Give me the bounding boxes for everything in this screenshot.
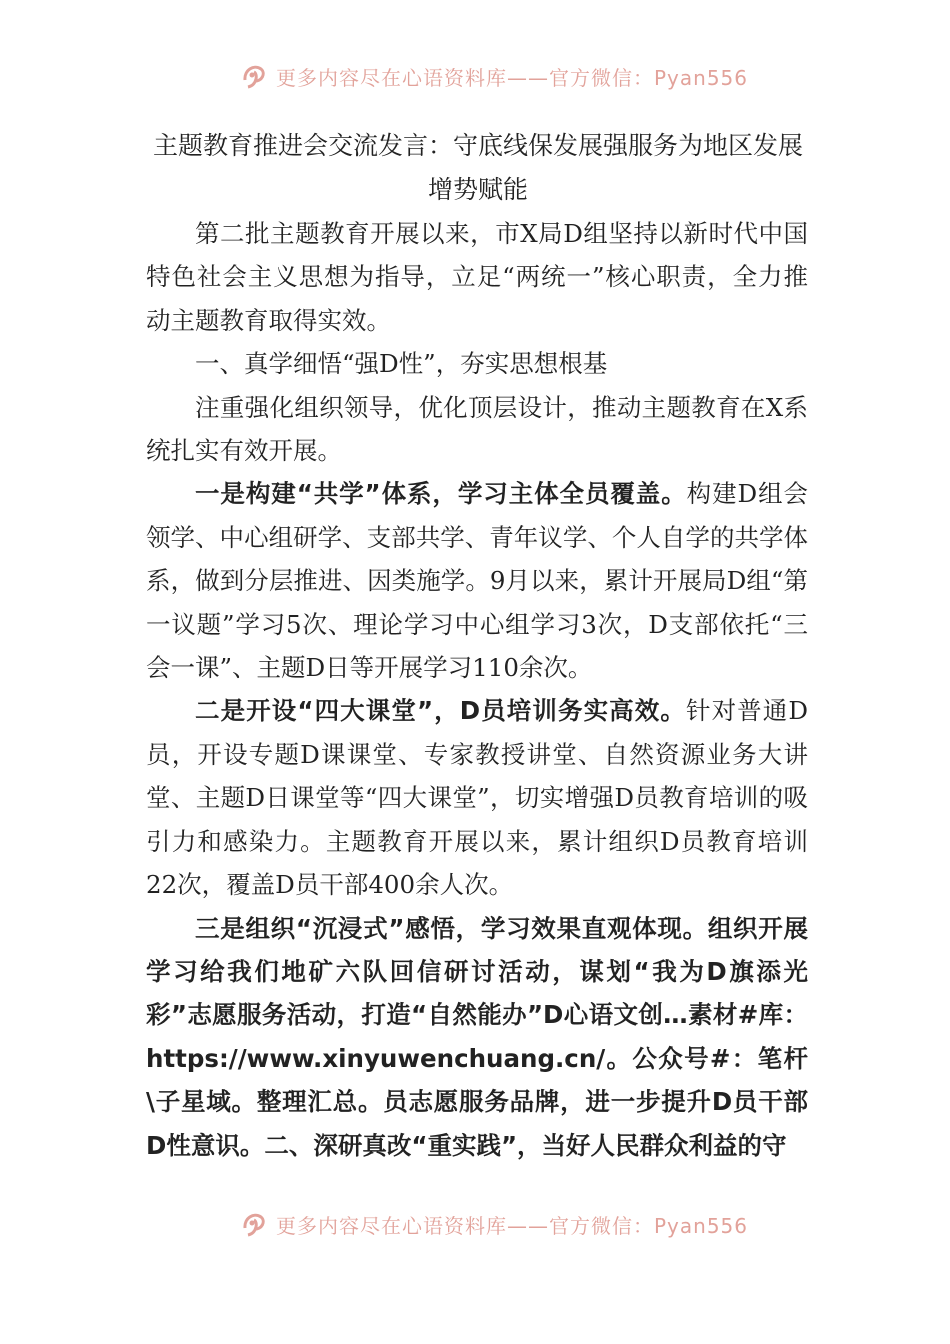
paragraph-sida-ketang-lead: 二是开设“四大课堂”，D员培训务实高效。 [195,696,686,726]
paragraph-gongxue [146,472,808,689]
section-heading: 一、真学细悟“强D性”，夯实思想根基 [195,349,608,379]
intro-paragraph: 第二批主题教育开展以来，市X局D组坚持以新时代中国特色社会主义思想为指导，立足“两统一”核心职责，全力推动主题教育取得实效。 [146,219,808,335]
paragraph-gongxue-lead: 一是构建“共学”体系，学习主体全员覆盖。 [195,479,687,509]
page-title: 主题教育推进会交流发言：守底线保发展强服务为地区发展增势赋能 [152,131,803,204]
document-body [146,212,808,1167]
watermark-text: 更多内容尽在心语资料库——官方微信：Pyan556 [276,1214,749,1238]
watermark-text: 更多内容尽在心语资料库——官方微信：Pyan556 [276,66,749,90]
watermark-bottom [0,1208,950,1238]
section-lead-paragraph: 注重强化组织领导，优化顶层设计，推动主题教育在X系统扎实有效开展。 [146,392,808,466]
paragraph-gongxue-text: 构建D组会领学、中心组研学、支部共学、青年议学、个人自学的共学体系，做到分层推进、因类施学。9月以来，累计开展局D组“第一议题”学习5次、理论学习中心组学习3次，D支部依托“三会一课”、主题D日等开展学习110余次。 [146,479,808,683]
watermark-top [0,60,950,90]
watermark-logo-icon [240,1208,270,1238]
paragraph-sida-ketang [146,689,808,906]
watermark-logo-icon [240,60,270,90]
paragraph-chenjinshi: 三是组织“沉浸式”感悟，学习效果直观体现。组织开展学习给我们地矿六队回信研讨活动，谋划“我为D旗添光彩”志愿服务活动，打造“自然能办”D心语文创…素材#库：https://www.xinyuwenchuang.cn/。公众号#：笔杆\子星域。整理汇总。员志愿服务品牌，进一步提升D员干部D性意识。二、深研真改“重实践”，当好人民群众利益的守 [146,913,808,1160]
paragraph-sida-ketang-text: 针对普通D员，开设专题D课课堂、专家教授讲堂、自然资源业务大讲堂、主题D日课堂等“四大课堂”，切实增强D员教育培训的吸引力和感染力。主题教育开展以来，累计组织D员教育培训22次，覆盖D员干部400余人次。 [146,696,808,900]
